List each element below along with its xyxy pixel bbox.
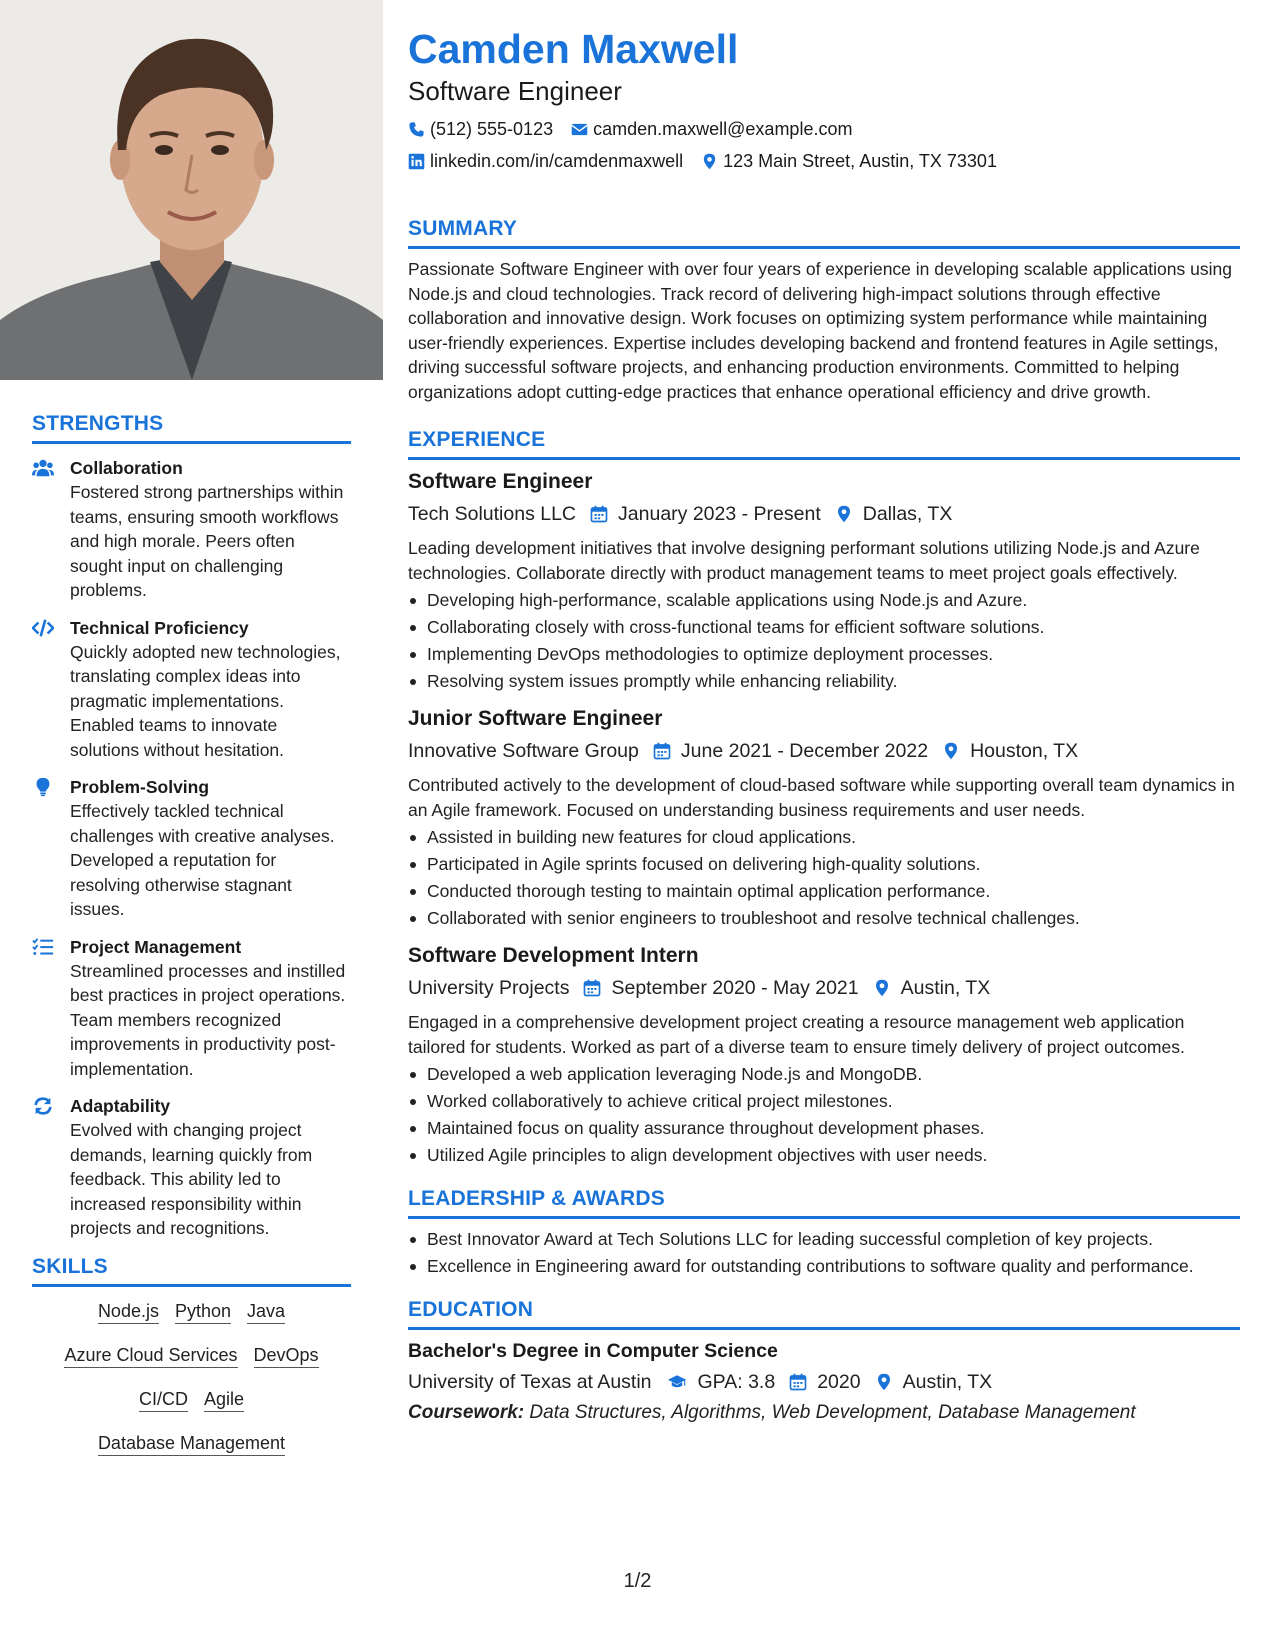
skill-tag: Database Management [98, 1433, 285, 1456]
strength-title: Adaptability [70, 1096, 171, 1116]
job-company: Innovative Software Group [408, 739, 639, 762]
list-item: Implementing DevOps methodologies to optimize deployment processes. [408, 641, 1240, 668]
job-title: Software Development Intern [408, 944, 699, 967]
degree-title: Bachelor's Degree in Computer Science [408, 1340, 778, 1362]
gpa: GPA: 3.8 [697, 1370, 776, 1393]
skill-tag: Python [175, 1301, 231, 1324]
skill-tag: Azure Cloud Services [64, 1345, 237, 1368]
calendar-icon [590, 505, 608, 523]
summary-text: Passionate Software Engineer with over four years of experience in developing scalable applications using Node.js and cloud technologies. Track record of delivering high-impact solutions through effective collaboration and innovative design. Work focuses on optimizing system performance while maintaining user-friendly experiences. Expertise includes developing backend and frontend features in Agile settings, driving successful software projects, and enhancing production environments. Committed to helping organizations adopt cutting-edge practices that enhance operational efficiency and drive growth. [408, 259, 1232, 402]
job-description: Leading development initiatives that involve designing performant solutions utilizing Node.js and Azure technologies. Collaborate directly with product management teams to meet project goals effectively. [408, 538, 1200, 583]
map-marker-icon [701, 153, 718, 170]
skill-tag: DevOps [254, 1345, 319, 1368]
map-marker-icon [875, 1373, 893, 1391]
job-description: Contributed actively to the development of cloud-based software while supporting overall team dynamics in an Agile framework. Focused on understanding business requirements and user needs. [408, 775, 1235, 820]
list-item: Participated in Agile sprints focused on delivering high-quality solutions. [408, 851, 1240, 878]
list-item: Developed a web application leveraging Node.js and MongoDB. [408, 1061, 1240, 1088]
awards-heading: LEADERSHIP & AWARDS [408, 1187, 665, 1210]
school-name: University of Texas at Austin [408, 1370, 652, 1393]
skills-heading: SKILLS [32, 1254, 108, 1278]
list-item: Collaborated with senior engineers to troubleshoot and resolve technical challenges. [408, 905, 1240, 932]
map-marker-icon [835, 505, 853, 523]
linkedin-url: linkedin.com/in/camdenmaxwell [430, 150, 684, 171]
list-item: Utilized Agile principles to align development objectives with user needs. [408, 1142, 1240, 1169]
right-column [408, 24, 1240, 1424]
graduation-cap-icon [666, 1373, 688, 1391]
contact-info [408, 113, 1240, 177]
strength-desc: Streamlined processes and instilled best practices in project operations. Team members recognized improvements in productivity post-implementation. [70, 960, 346, 1079]
strength-desc: Fostered strong partnerships within teams, ensuring smooth workflows and high morale. Peers often sought input on challenging problems. [70, 482, 344, 600]
list-item: Maintained focus on quality assurance throughout development phases. [408, 1115, 1240, 1142]
awards-section [408, 1187, 1240, 1278]
school-location: Austin, TX [902, 1370, 993, 1393]
job-title: Junior Software Engineer [408, 707, 663, 730]
list-item: Assisted in building new features for cloud applications. [408, 824, 1240, 851]
graduation-year: 2020 [817, 1370, 861, 1393]
strength-desc: Evolved with changing project demands, learning quickly from feedback. This ability led to increased responsibility within projects and recognitions. [70, 1120, 313, 1238]
calendar-icon [653, 742, 671, 760]
strength-item [32, 775, 351, 922]
job-location: Houston, TX [970, 739, 1079, 762]
job-location: Austin, TX [900, 976, 991, 999]
skills-section [32, 1255, 351, 1477]
job-company: Tech Solutions LLC [408, 502, 577, 525]
strength-title: Project Management [70, 936, 242, 957]
phone-icon [408, 121, 425, 138]
job-title: Software Engineer [408, 470, 593, 493]
section-divider [408, 246, 1240, 249]
education-heading: EDUCATION [408, 1298, 534, 1321]
strength-item [32, 616, 351, 763]
job-entry [408, 468, 1240, 695]
map-marker-icon [873, 979, 891, 997]
candidate-name: Camden Maxwell [408, 26, 739, 72]
page-number: 1/2 [623, 1570, 652, 1592]
section-divider [408, 1327, 1240, 1330]
street-address: 123 Main Street, Austin, TX 73301 [723, 150, 997, 171]
linkedin-contact[interactable] [408, 151, 683, 172]
education-section [408, 1298, 1240, 1424]
job-description: Engaged in a comprehensive development project creating a resource management web application tailored for students. Worked as part of a diverse team to ensure timely delivery of project outcomes. [408, 1012, 1185, 1057]
strength-desc: Effectively tackled technical challenges with creative analyses. Developed a reputation for resolving otherwise stagnant issues. [70, 801, 335, 919]
list-item: Resolving system issues promptly while enhancing reliability. [408, 668, 1240, 695]
strength-desc: Quickly adopted new technologies, translating complex ideas into pragmatic implementations. Enabled teams to innovate solutions without hesitation. [70, 641, 341, 760]
skill-tag: Java [247, 1301, 285, 1324]
strength-title: Technical Proficiency [70, 617, 249, 638]
coursework [408, 1402, 1240, 1424]
list-item: Collaborating closely with cross-functional teams for efficient software solutions. [408, 614, 1240, 641]
email-icon [571, 121, 588, 138]
job-entry [408, 705, 1240, 932]
list-item: Excellence in Engineering award for outstanding contributions to software quality and performance. [408, 1254, 1240, 1279]
job-dates: September 2020 - May 2021 [611, 976, 859, 999]
job-dates: January 2023 - Present [618, 502, 821, 525]
skill-tag: Node.js [98, 1301, 159, 1324]
strength-title: Problem-Solving [70, 777, 210, 797]
left-column [32, 412, 351, 1477]
calendar-icon [789, 1373, 807, 1391]
strength-title: Collaboration [70, 458, 183, 478]
strength-item [32, 935, 351, 1082]
strength-item [32, 1094, 351, 1241]
address-contact [701, 151, 997, 172]
users-icon [32, 456, 70, 603]
skill-tag: Agile [204, 1389, 244, 1412]
coursework-list: Data Structures, Algorithms, Web Development, Database Management [529, 1402, 1136, 1423]
lightbulb-icon [32, 775, 70, 922]
candidate-role: Software Engineer [408, 76, 622, 106]
tasks-icon [32, 935, 70, 1082]
strengths-section [32, 412, 351, 1241]
strengths-heading: STRENGTHS [32, 412, 164, 435]
code-icon [32, 616, 70, 763]
job-entry [408, 942, 1240, 1169]
sync-icon [32, 1094, 70, 1241]
experience-heading: EXPERIENCE [408, 428, 546, 451]
calendar-icon [583, 979, 601, 997]
email-contact[interactable] [571, 119, 852, 140]
list-item: Worked collaboratively to achieve critical project milestones. [408, 1088, 1240, 1115]
list-item: Developing high-performance, scalable applications using Node.js and Azure. [408, 587, 1240, 614]
list-item: Conducted thorough testing to maintain optimal application performance. [408, 878, 1240, 905]
email-address: camden.maxwell@example.com [593, 118, 853, 139]
strength-item [32, 456, 351, 603]
summary-heading: SUMMARY [408, 217, 518, 240]
job-company: University Projects [408, 976, 570, 999]
map-marker-icon [942, 742, 960, 760]
section-divider [408, 457, 1240, 460]
summary-section [408, 217, 1240, 404]
section-divider [408, 1216, 1240, 1219]
experience-section [408, 428, 1240, 1169]
job-dates: June 2021 - December 2022 [680, 739, 929, 762]
phone-number: (512) 555-0123 [430, 118, 554, 139]
phone-contact[interactable] [408, 119, 553, 140]
coursework-label: Coursework: [408, 1402, 525, 1423]
list-item: Best Innovator Award at Tech Solutions LLC for leading successful completion of key projects. [408, 1227, 1240, 1252]
job-location: Dallas, TX [862, 502, 953, 525]
skill-tag: CI/CD [139, 1389, 188, 1412]
linkedin-icon [408, 153, 425, 170]
profile-photo [0, 0, 383, 380]
section-divider [32, 441, 351, 444]
